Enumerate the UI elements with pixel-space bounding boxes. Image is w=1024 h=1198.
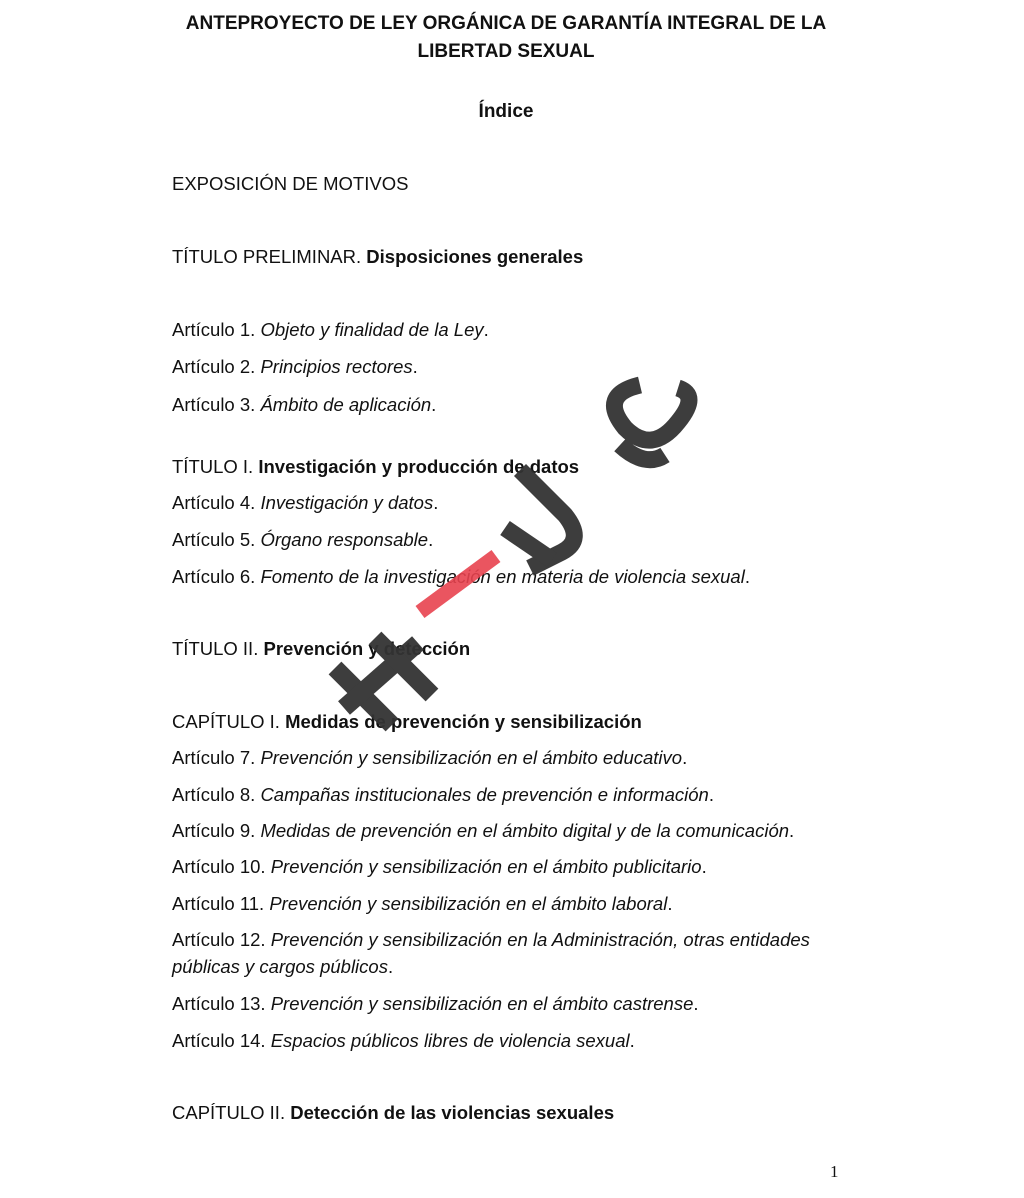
toc-exposicion: EXPOSICIÓN DE MOTIVOS <box>172 173 409 194</box>
toc-articulo-6: Artículo 6. Fomento de la investigación en materia de violencia sexual. <box>172 566 750 587</box>
toc-titulo-preliminar: TÍTULO PRELIMINAR. Disposiciones generales <box>172 246 584 267</box>
toc-articulo-13: Artículo 13. Prevención y sensibilización en el ámbito castrense. <box>172 993 699 1014</box>
toc-articulo-2: Artículo 2. Principios rectores. <box>172 356 418 377</box>
toc-articulo-1: Artículo 1. Objeto y finalidad de la Ley. <box>172 319 489 340</box>
toc-capitulo-2: CAPÍTULO II. Detección de las violencias sexuales <box>172 1102 615 1123</box>
page-number: 1 <box>830 1162 839 1181</box>
toc-articulo-5: Artículo 5. Órgano responsable. <box>172 529 434 550</box>
watermark-letter-u <box>505 470 574 568</box>
document-title <box>130 10 882 66</box>
index-heading: Índice <box>478 101 534 122</box>
toc-articulo-3: Artículo 3. Ámbito de aplicación. <box>172 394 437 415</box>
toc-titulo-2: TÍTULO II. Prevención y detección <box>172 638 471 659</box>
toc-capitulo-1: CAPÍTULO I. Medidas de prevención y sensibilización <box>172 711 642 732</box>
toc-articulo-4: Artículo 4. Investigación y datos. <box>172 492 439 513</box>
title-line-2: LIBERTAD SEXUAL <box>417 41 595 62</box>
toc-articulo-10: Artículo 10. Prevención y sensibilización en el ámbito publicitario. <box>172 856 707 877</box>
toc-articulo-11: Artículo 11. Prevención y sensibilización en el ámbito laboral. <box>172 893 673 914</box>
title-line-1: ANTEPROYECTO DE LEY ORGÁNICA DE GARANTÍA INTEGRAL DE LA <box>185 13 827 34</box>
watermark-letter-s <box>614 385 689 460</box>
toc-articulo-14: Artículo 14. Espacios públicos libres de violencia sexual. <box>172 1030 635 1051</box>
toc-articulo-7: Artículo 7. Prevención y sensibilización en el ámbito educativo. <box>172 747 688 768</box>
toc-titulo-1: TÍTULO I. Investigación y producción de datos <box>172 456 580 477</box>
toc-articulo-9: Artículo 9. Medidas de prevención en el ámbito digital y de la comunicación. <box>172 820 795 841</box>
toc-articulo-8: Artículo 8. Campañas institucionales de prevención e información. <box>172 784 714 805</box>
toc-articulo-12: Artículo 12. Prevención y sensibilización en la Administración, otras entidades públicas y cargos públicos. <box>172 929 810 977</box>
